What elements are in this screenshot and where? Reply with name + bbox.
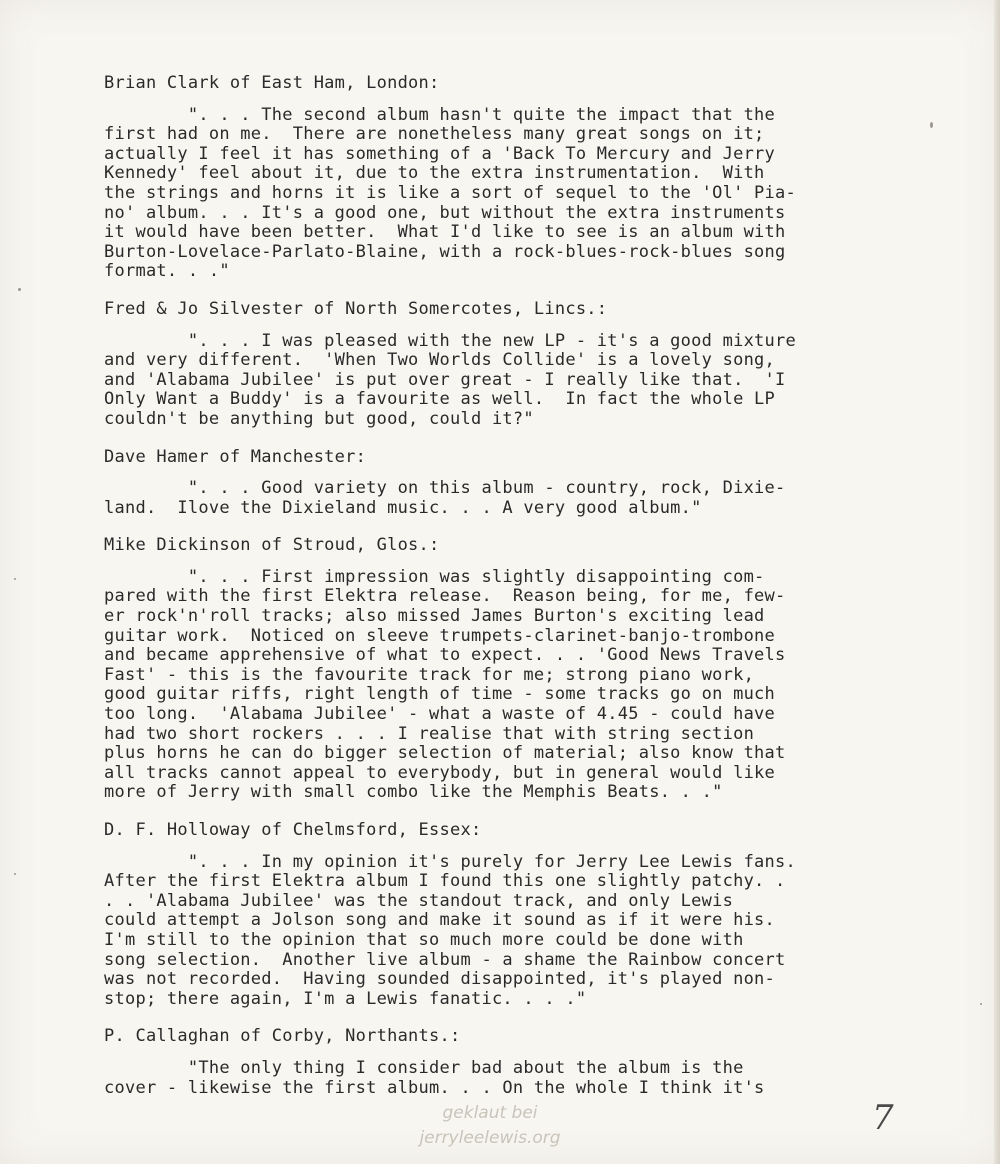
letter-entry [104, 1027, 904, 1098]
letter-entry [104, 300, 904, 430]
paper-speck [18, 288, 21, 291]
watermark-url: jerryleelewis.org [419, 1128, 561, 1148]
quote-line: and very different. 'When Two Worlds Collide' is a lovely song, [104, 350, 776, 371]
quote-line: ". . . In my opinion it's purely for Jerry Lee Lewis fans. [104, 851, 797, 872]
quote-line: had two short rockers . . . I realise that with string section [104, 723, 755, 744]
quote-line: ". . . The second album hasn't quite the impact that the [104, 104, 776, 125]
paper-speck [980, 1003, 982, 1005]
quote-line: "The only thing I consider bad about the album is the [104, 1057, 744, 1078]
paper-speck [14, 873, 16, 875]
quote-line: Only Want a Buddy' is a favourite as well. In fact the whole LP [104, 389, 776, 410]
quote-line: Fast' - this is the favourite track for me; strong piano work, [104, 664, 755, 685]
quote-line: first had on me. There are nonetheless many great songs on it; [104, 124, 765, 145]
quote-line: and became apprehensive of what to expect. . . 'Good News Travels [104, 645, 786, 666]
quote-line: actually I feel it has something of a 'Back To Mercury and Jerry [104, 143, 776, 164]
letter-entry [104, 536, 904, 803]
letter-entry [104, 74, 904, 282]
quote-line: Kennedy' feel about it, due to the extra instrumentation. With [104, 163, 765, 184]
entry-author: Fred & Jo Silvester of North Somercotes, Lincs.: [104, 298, 608, 319]
paper-speck [14, 578, 16, 580]
entry-author: Brian Clark of East Ham, London: [104, 73, 440, 93]
entry-author: Mike Dickinson of Stroud, Glos.: [104, 535, 440, 556]
quote-line: guitar work. Noticed on sleeve trumpets-clarinet-banjo-trombone [104, 625, 776, 646]
quote-line: the strings and horns it is like a sort of sequel to the 'Ol' Pia- [104, 182, 797, 203]
quote-line: ". . . First impression was slightly disappointing com- [104, 566, 765, 587]
quote-line: too long. 'Alabama Jubilee' - what a waste of 4.45 - could have [104, 704, 776, 725]
quote-line: no' album. . . It's a good one, but without the extra instruments [104, 202, 786, 223]
quote-line: all tracks cannot appeal to everybody, but in general would like [104, 762, 776, 783]
entry-author: P. Callaghan of Corby, Northants.: [104, 1026, 461, 1047]
watermark-line: geklaut bei [442, 1103, 538, 1123]
letter-excerpts [104, 74, 904, 1098]
quote-line: . . 'Alabama Jubilee' was the standout track, and only Lewis [104, 890, 734, 911]
quote-line: ". . . I was pleased with the new LP - it's a good mixture [104, 330, 797, 351]
quote-line: it would have been better. What I'd like to see is an album with [104, 222, 786, 243]
quote-line: was not recorded. Having sounded disappointed, it's played non- [104, 969, 776, 990]
quote-line: and 'Alabama Jubilee' is put over great - I really like that. 'I [104, 369, 786, 390]
quote-line: format. . ." [104, 261, 230, 282]
quote-line: good guitar riffs, right length of time - some tracks go on much [104, 684, 776, 705]
quote-line: er rock'n'roll tracks; also missed James Burton's exciting lead [104, 606, 765, 627]
quote-line: After the first Elektra album I found this one slightly patchy. . [104, 871, 786, 892]
paper-speck [930, 122, 933, 128]
quote-line: more of Jerry with small combo like the Memphis Beats. . ." [104, 782, 723, 803]
quote-line: plus horns he can do bigger selection of material; also know that [104, 743, 786, 764]
quote-line: could attempt a Jolson song and make it sound as if it were his. [104, 910, 776, 931]
quote-line: pared with the first Elektra release. Reason being, for me, few- [104, 586, 786, 607]
letter-entry [104, 821, 904, 1009]
entry-author: Dave Hamer of Manchester: [104, 446, 367, 467]
page-number: 7 [872, 1098, 894, 1138]
letter-entry [104, 448, 904, 519]
quote-line: Burton-Lovelace-Parlato-Blaine, with a rock-blues-rock-blues song [104, 241, 786, 262]
page-edge [994, 0, 1000, 1164]
quote-line: cover - likewise the first album. . . On the whole I think it's [104, 1077, 765, 1098]
entry-author: D. F. Holloway of Chelmsford, Essex: [104, 820, 482, 840]
quote-line: land. Ilove the Dixieland music. . . A very good album." [104, 497, 702, 518]
quote-line: stop; there again, I'm a Lewis fanatic. . . ." [104, 988, 587, 1009]
quote-line: I'm still to the opinion that so much more could be done with [104, 929, 744, 950]
quote-line: song selection. Another live album - a shame the Rainbow concert [104, 949, 786, 970]
quote-line: ". . . Good variety on this album - country, rock, Dixie- [104, 478, 786, 499]
quote-line: couldn't be anything but good, could it?" [104, 408, 534, 429]
